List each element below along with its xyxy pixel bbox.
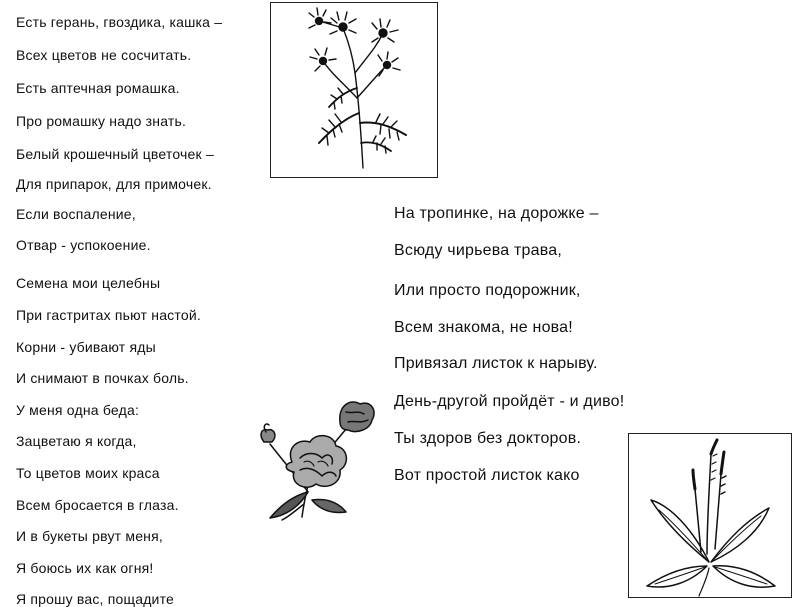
poem-line: Отвар - успокоение.	[16, 237, 151, 253]
poem-line: При гастритах пьют настой.	[16, 307, 201, 323]
poem-line: Всюду чирьева трава,	[394, 242, 562, 259]
poem-line: Белый крошечный цветочек –	[16, 146, 214, 162]
poem-line: Я прошу вас, пощадите	[16, 591, 175, 607]
poem-line: Или просто подорожник,	[394, 282, 581, 299]
poem-line: И снимают в почках боль.	[16, 370, 189, 386]
poem-line: Корни - убивают яды	[16, 339, 156, 355]
poem-line: На тропинке, на дорожке –	[394, 205, 599, 222]
poem-line: То цветов моих краса	[16, 465, 160, 481]
chamomile-drawing	[271, 3, 437, 177]
poem-line: У меня одна беда:	[16, 402, 140, 418]
poem-line: День-другой пройдёт - и диво!	[394, 393, 625, 410]
poem-line: Всем знакома, не нова!	[394, 319, 573, 336]
peony-illustration	[242, 392, 388, 522]
poem-line: Привязал листок к нарыву.	[394, 355, 598, 372]
poem-line: Я боюсь их как огня!	[16, 560, 154, 576]
poem-line: Всех цветов не сосчитать.	[16, 47, 192, 63]
poem-line: Для припарок, для примочек.	[16, 176, 212, 192]
plantain-drawing	[629, 434, 791, 597]
poem-line: Про ромашку надо знать.	[16, 113, 187, 129]
poem-line: Зацветаю я когда,	[16, 433, 137, 449]
peony-drawing	[242, 392, 388, 522]
poem-line: Всем бросается в глаза.	[16, 497, 179, 513]
chamomile-illustration	[270, 2, 438, 178]
poem-line: Вот простой листок како	[394, 467, 580, 484]
poem-line: Если воспаление,	[16, 206, 136, 222]
poem-line: Ты здоров без докторов.	[394, 430, 582, 447]
plantain-illustration	[628, 433, 792, 598]
poem-line: Есть герань, гвоздика, кашка –	[16, 14, 223, 30]
poem-line: И в букеты рвут меня,	[16, 528, 163, 544]
poem-line: Семена мои целебны	[16, 275, 161, 291]
poem-line: Есть аптечная ромашка.	[16, 80, 180, 96]
